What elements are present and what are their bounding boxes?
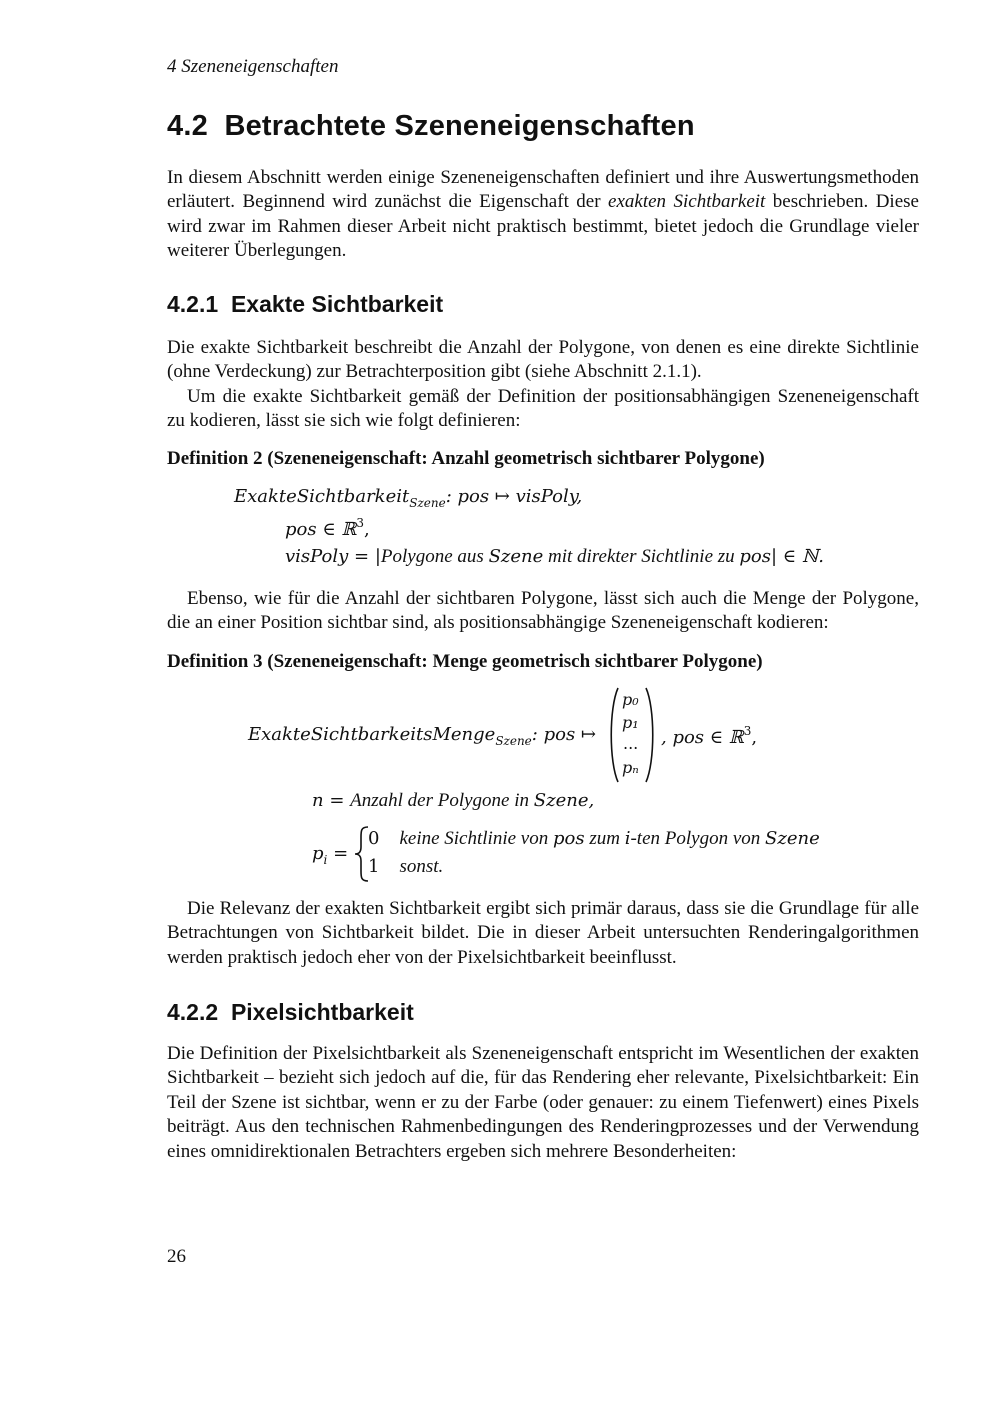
- section-number: 4.2: [167, 110, 208, 142]
- paragraph-relevanz: Die Relevanz der exakten Sichtbarkeit ergibt sich primär daraus, dass sie die Grundlage für alle Betrachtungen von Sichtbarkeit bildet. Die in dieser Arbeit untersuchten Renderingalgorithmen werden praktisch jedoch eher von der Pixelsichtbarkeit beeinflusst.: [167, 898, 919, 968]
- intro-text: In diesem Abschnitt werden einige Szeneneigenschaften definiert und ihre Auswertungsmethoden erläutert. Beginnend wird zunächst die Eigenschaft der: [167, 167, 919, 213]
- def3-map: : pos ↦: [531, 724, 596, 745]
- subsection-1-number: 4.2.1: [167, 291, 219, 317]
- def3-lhs: ExakteSichtbarkeitsMenge: [248, 724, 496, 745]
- subsection-2-title: Pixelsichtbarkeit: [230, 999, 414, 1025]
- definition-3-title: Definition 3 (Szeneneigenschaft: Menge geometrisch sichtbarer Polygone): [167, 651, 763, 672]
- def2-line3-f: | ∈ ℕ.: [771, 546, 825, 567]
- subsection-2-heading-wrap: [167, 1000, 919, 1024]
- def2-lhs: ExakteSichtbarkeit: [234, 486, 410, 507]
- subsection-1-heading-wrap: [167, 292, 919, 316]
- def2-line3-c: Szene: [488, 546, 544, 567]
- subsection-2-number: 4.2.2: [167, 999, 219, 1025]
- paragraph-ebenso-wrap: [167, 587, 919, 636]
- section-title: Betrachtete Szeneneigenschaften: [224, 110, 695, 142]
- def2-line3-a: visPoly = |: [285, 546, 381, 567]
- def3-n-c: Szene,: [533, 790, 595, 811]
- def2-lhs-sub: Szene: [409, 496, 446, 510]
- case1-d: i: [624, 828, 631, 849]
- def3-pi-sub: i: [323, 853, 328, 867]
- definition-3-line-1: [248, 724, 596, 748]
- def2-map: : pos ↦ visPoly,: [445, 486, 583, 507]
- case1-value: 0: [368, 828, 380, 849]
- running-head: 4 Szeneneigenschaften: [167, 56, 339, 77]
- section-heading: [167, 110, 695, 143]
- definition-2-line-2: [285, 516, 370, 540]
- case1-a: keine Sichtlinie von: [399, 828, 553, 849]
- def3-n-b: Anzahl der Polygone in: [350, 790, 534, 811]
- def2-line3-e: pos: [739, 546, 772, 567]
- paragraph-pixelsichtbarkeit: Die Definition der Pixelsichtbarkeit als Szeneneigenschaft entspricht im Wesentlichen der exakten Sichtbarkeit – bezieht sich jedoch auf die, für das Rendering eher relevante, Pixelsichtbarkeit: Ein Teil der Szene ist sichtbar, wenn er zu der Farbe (oder genauer: zu einem Tiefenwert) eines Pixels beiträgt. Aus den technischen Rahmenbedingungen des Renderingprozesses und der Verwendung eines omnidirektionalen Betrachters ergeben sich mehrere Besonderheiten:: [167, 1043, 919, 1162]
- case1-b: pos: [552, 828, 585, 849]
- subsection-2-heading: [167, 1000, 919, 1024]
- vector-entry-2: ...: [623, 734, 639, 753]
- paragraph-ebenso: Ebenso, wie für die Anzahl der sichtbaren Polygone, lässt sich auch die Menge der Polygone, die an einer Position sichtbar sind, als positionsabhängige Szeneneigenschaft kodieren:: [167, 588, 919, 634]
- case1-f: Szene: [765, 828, 820, 849]
- case2-value: 1: [368, 856, 380, 877]
- def3-lhs-sub: Szene: [495, 734, 532, 748]
- cases-line-2: [368, 856, 443, 878]
- case1-c: zum: [584, 828, 625, 849]
- cases-line-1: [368, 828, 820, 850]
- intro-text-end: beschrieben. Diese wird zwar im Rahmen dieser Arbeit nicht praktisch bestimmt, bietet jedoch die Grundlage vieler weiterer Überlegungen.: [167, 191, 919, 262]
- definition-2-line-1: [234, 486, 582, 510]
- subsection-1-heading: [167, 292, 919, 316]
- paragraph-exakte-2: Um die exakte Sichtbarkeit gemäß der Definition der positionsabhängigen Szeneneigenschaft zu kodieren, lässt sie sich wie folgt definieren:: [167, 385, 919, 432]
- paragraph-exakte-1: Die exakte Sichtbarkeit beschreibt die Anzahl der Polygone, von denen es eine direkte Sichtlinie (ohne Verdeckung) zur Betrachterposition gibt (siehe Abschnitt 2.1.1).: [167, 337, 919, 383]
- def2-line2-sup: 3: [356, 516, 364, 530]
- page-number: 26: [167, 1246, 186, 1267]
- definition-3-line-2: [312, 790, 594, 812]
- section-intro: [167, 166, 919, 264]
- def3-pi: p: [312, 843, 324, 864]
- def3-after-end: ,: [751, 727, 758, 748]
- paragraph-relevanz-wrap: [167, 897, 919, 970]
- def2-line2-end: ,: [363, 519, 370, 540]
- definition-2-title: Definition 2 (Szeneneigenschaft: Anzahl geometrisch sichtbarer Polygone): [167, 448, 765, 469]
- def3-after: , pos ∈ ℝ: [661, 727, 744, 748]
- def3-after-sup: 3: [743, 724, 752, 738]
- subsection-1-title: Exakte Sichtbarkeit: [230, 291, 444, 317]
- vector-entry-0: p₀: [622, 690, 639, 709]
- case2-text: sonst.: [399, 856, 444, 877]
- def2-line3-d: mit direkter Sichtlinie zu: [543, 546, 740, 567]
- def2-line3-b: Polygone aus: [380, 546, 489, 567]
- paragraph-pixel-wrap: [167, 1042, 919, 1164]
- definition-2-line-3: [285, 546, 824, 568]
- vector-entry-1: p₁: [622, 713, 639, 732]
- vector-entry-3: pₙ: [622, 758, 639, 777]
- definition-3-line-1-after: [661, 724, 757, 748]
- def3-n-a: n =: [312, 790, 351, 811]
- def3-vector: [606, 686, 658, 784]
- case1-e: -ten Polygon von: [630, 828, 766, 849]
- intro-emphasis: exakten Sichtbarkeit: [608, 191, 766, 213]
- def2-line2: pos ∈ ℝ: [285, 519, 357, 540]
- def3-pi-eq: =: [327, 843, 349, 864]
- subsection-1-paragraphs: [167, 336, 919, 434]
- definition-3-pi-lhs: [312, 843, 348, 867]
